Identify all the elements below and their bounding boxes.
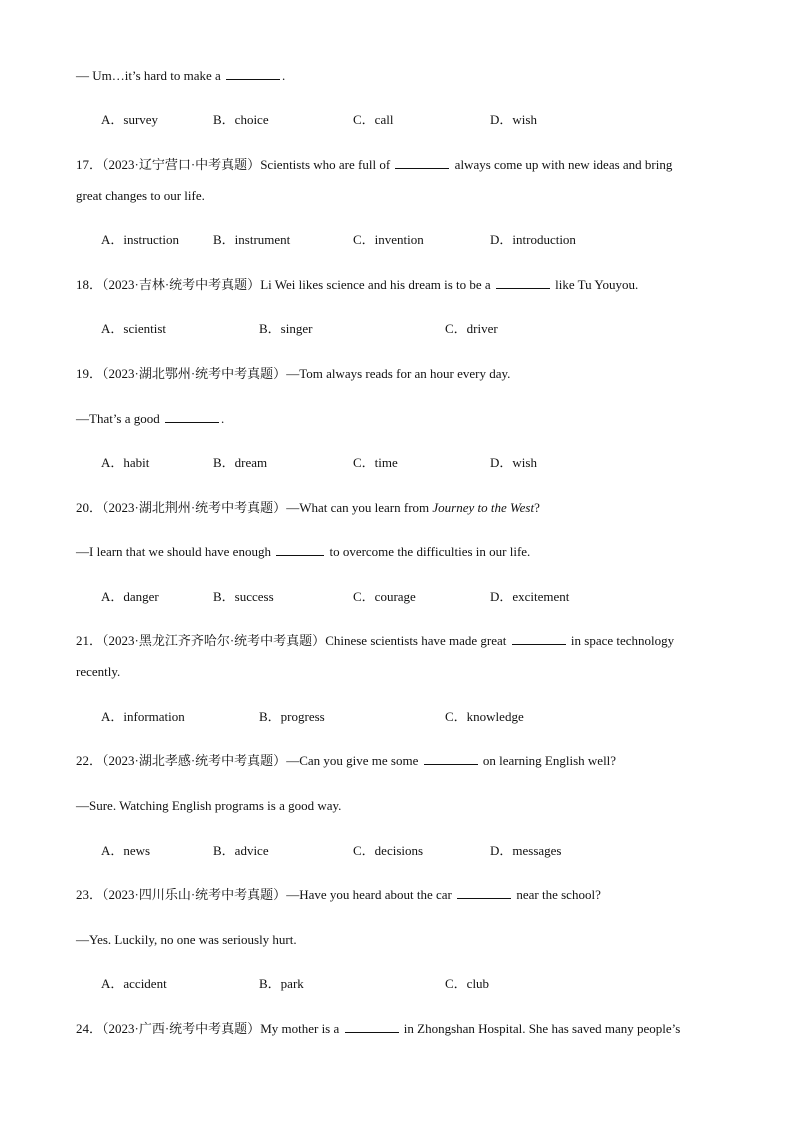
q23-option-a[interactable]: A．accident bbox=[101, 976, 167, 991]
q19-option-b[interactable]: B．dream bbox=[213, 455, 268, 470]
q21-option-b[interactable]: B．progress bbox=[259, 709, 325, 724]
q18-stem: 18．（2023·吉林·统考中考真题）Li Wei likes science and his dream is to be a like Tu Youyou. bbox=[76, 277, 639, 292]
answer-blank bbox=[226, 67, 280, 80]
q24-stem: 24．（2023·广西·统考中考真题）My mother is a in Zhongshan Hospital. She has saved many people’s bbox=[76, 1021, 681, 1036]
q19-option-c[interactable]: C．time bbox=[353, 455, 398, 470]
q22-option-d[interactable]: D．messages bbox=[490, 843, 562, 858]
q20-reply: —I learn that we should have enough to overcome the difficulties in our life. bbox=[76, 544, 531, 559]
q23-option-c[interactable]: C．club bbox=[445, 976, 490, 991]
q18-option-c[interactable]: C．driver bbox=[445, 321, 498, 336]
q17-stem: 17．（2023·辽宁营口·中考真题）Scientists who are full of always come up with new ideas and bring bbox=[76, 157, 673, 172]
q19-option-d[interactable]: D．wish bbox=[490, 455, 537, 470]
q16-option-c[interactable]: C．call bbox=[353, 112, 394, 127]
q22-option-b[interactable]: B．advice bbox=[213, 843, 269, 858]
q19-option-a[interactable]: A．habit bbox=[101, 455, 150, 470]
answer-blank bbox=[457, 886, 511, 899]
q17-option-c[interactable]: C．invention bbox=[353, 232, 424, 247]
q17-option-d[interactable]: D．introduction bbox=[490, 232, 576, 247]
q22-stem: 22．（2023·湖北孝感·统考中考真题）—Can you give me some on learning English well? bbox=[76, 753, 617, 768]
q22-option-c[interactable]: C．decisions bbox=[353, 843, 424, 858]
q18-option-a[interactable]: A．scientist bbox=[101, 321, 166, 336]
answer-blank bbox=[496, 276, 550, 289]
q21-option-c[interactable]: C．knowledge bbox=[445, 709, 524, 724]
q17-option-a[interactable]: A．instruction bbox=[101, 232, 179, 247]
q23-reply: —Yes. Luckily, no one was seriously hurt. bbox=[76, 932, 297, 947]
q16-dialog-line: — Um…it’s hard to make a . bbox=[76, 68, 286, 83]
q23-stem: 23．（2023·四川乐山·统考中考真题）—Have you heard about the car near the school? bbox=[76, 887, 601, 902]
q19-reply: —That’s a good . bbox=[76, 411, 225, 426]
q16-option-b[interactable]: B．choice bbox=[213, 112, 269, 127]
q21-stem: 21．（2023·黑龙江齐齐哈尔·统考中考真题）Chinese scientists have made great in space technology bbox=[76, 633, 675, 648]
q22-option-a[interactable]: A．news bbox=[101, 843, 151, 858]
answer-blank bbox=[395, 156, 449, 169]
q17-stem-line2: great changes to our life. bbox=[76, 188, 205, 203]
q20-option-c[interactable]: C．courage bbox=[353, 589, 416, 604]
q16-option-d[interactable]: D．wish bbox=[490, 112, 537, 127]
q17-option-b[interactable]: B．instrument bbox=[213, 232, 291, 247]
q20-stem: 20．（2023·湖北荆州·统考中考真题）—What can you learn from Journey to the West? bbox=[76, 500, 540, 515]
q23-option-b[interactable]: B．park bbox=[259, 976, 304, 991]
book-title: Journey to the West bbox=[432, 500, 535, 515]
q21-stem-line2: recently. bbox=[76, 664, 121, 679]
q20-option-b[interactable]: B．success bbox=[213, 589, 274, 604]
answer-blank bbox=[345, 1020, 399, 1033]
answer-blank bbox=[276, 543, 324, 556]
q22-reply: —Sure. Watching English programs is a good way. bbox=[76, 798, 342, 813]
q20-option-d[interactable]: D．excitement bbox=[490, 589, 570, 604]
answer-blank bbox=[512, 632, 566, 645]
q18-option-b[interactable]: B．singer bbox=[259, 321, 313, 336]
q21-option-a[interactable]: A．information bbox=[101, 709, 185, 724]
answer-blank bbox=[424, 752, 478, 765]
q19-stem: 19．（2023·湖北鄂州·统考中考真题）—Tom always reads for an hour every day. bbox=[76, 366, 511, 381]
q16-option-a[interactable]: A．survey bbox=[101, 112, 159, 127]
q20-option-a[interactable]: A．danger bbox=[101, 589, 159, 604]
answer-blank bbox=[165, 410, 219, 423]
